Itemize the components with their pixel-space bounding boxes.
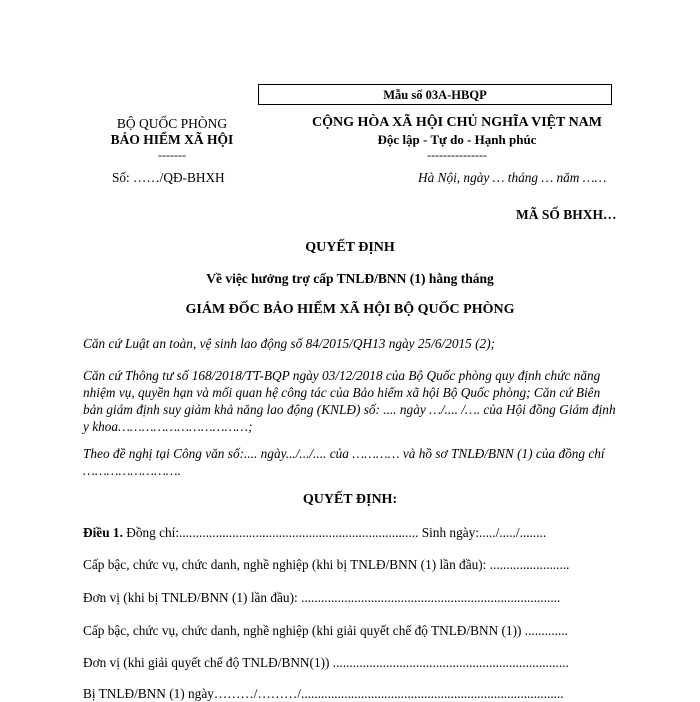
form-code-box xyxy=(258,84,612,105)
form-code: Mẫu số 03A-HBQP xyxy=(383,88,487,102)
ministry-name: BỘ QUỐC PHÒNG xyxy=(116,116,228,131)
left-divider: ------- xyxy=(158,148,186,162)
right-divider: --------------- xyxy=(427,148,487,162)
insurance-code: MÃ SỐ BHXH… xyxy=(516,207,617,222)
decision-heading: QUYẾT ĐỊNH: xyxy=(302,492,398,507)
legal-basis-2: Căn cứ Thông tư số 168/2018/TT-BQP ngày 03/12/2018 của Bộ Quốc phòng quy định chức năng nhiệm vụ, quyền hạn và mối quan hệ công tác của Bảo hiểm xã hội Bộ Quốc phòng; Căn cứ Biên bản giám định suy giảm khả năng lao động (KNLĐ) số: .... ngày …/.... /…. của Hội đồng Giám định y khoa……………………………; xyxy=(83,368,616,434)
issuing-authority: GIÁM ĐỐC BẢO HIỂM XÃ HỘI BỘ QUỐC PHÒNG xyxy=(185,302,515,317)
national-motto: Độc lập - Tự do - Hạnh phúc xyxy=(377,132,537,147)
article-1 xyxy=(83,525,546,541)
place-date: Hà Nội, ngày … tháng … năm …… xyxy=(418,170,607,185)
field-injury-date: Bị TNLĐ/BNN (1) ngày………/………/............................................................................... xyxy=(83,686,564,701)
document-number: Số: ……/QĐ-BHXH xyxy=(112,170,225,185)
article-1-text: Đồng chí:........................................................................ Sinh ngày:...../...../........ xyxy=(126,525,547,540)
field-unit-settlement: Đơn vị (khi giải quyết chế độ TNLĐ/BNN(1)) ....................................................................... xyxy=(83,655,569,670)
field-unit-first: Đơn vị (khi bị TNLĐ/BNN (1) lần đầu): .............................................................................. xyxy=(83,590,561,605)
agency-name: BẢO HIỂM XÃ HỘI xyxy=(110,132,234,147)
legal-basis-1: Căn cứ Luật an toàn, vệ sinh lao động số 84/2015/QH13 ngày 25/6/2015 (2); xyxy=(83,336,496,351)
article-1-label: Điều 1. xyxy=(83,525,123,540)
field-rank-first: Cấp bậc, chức vụ, chức danh, nghề nghiệp (khi bị TNLĐ/BNN (1) lần đầu): ........................ xyxy=(83,557,570,572)
field-rank-settlement: Cấp bậc, chức vụ, chức danh, nghề nghiệp (khi giải quyết chế độ TNLĐ/BNN (1)) ............. xyxy=(83,623,568,638)
nation-name: CỘNG HÒA XÃ HỘI CHỦ NGHĨA VIỆT NAM xyxy=(311,115,602,130)
legal-basis-3: Theo đề nghị tại Công văn số:.... ngày.../.../.... của ………… và hồ sơ TNLĐ/BNN (1) của đồng chí ……………………. xyxy=(83,446,605,478)
document-subject: Về việc hưởng trợ cấp TNLĐ/BNN (1) hằng tháng xyxy=(206,271,494,286)
document-title: QUYẾT ĐỊNH xyxy=(305,240,395,255)
